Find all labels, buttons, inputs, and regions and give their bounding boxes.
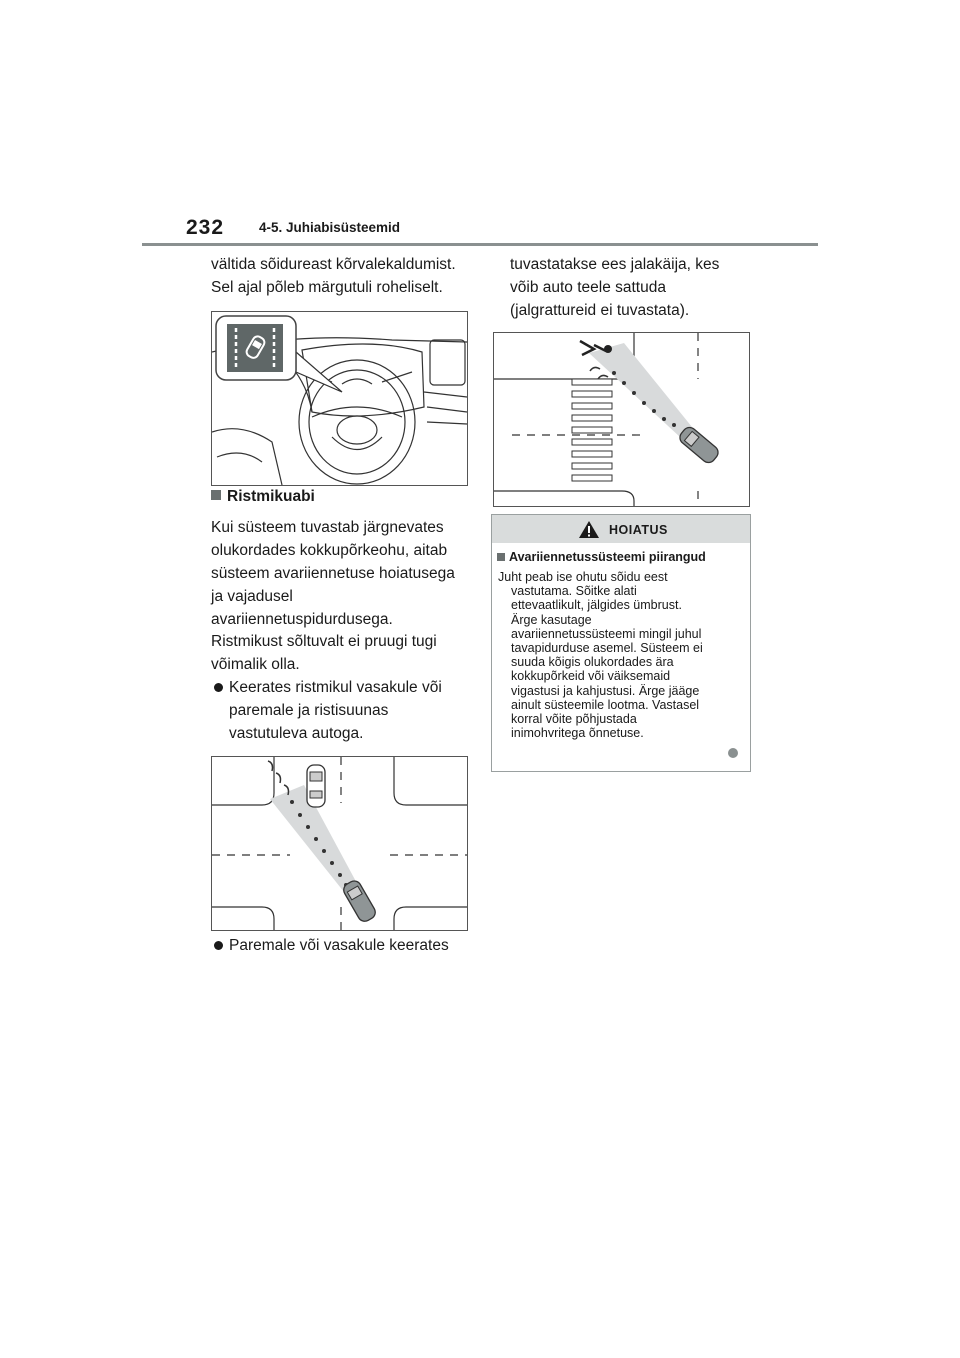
text-line: Ärge kasutage [511,612,592,627]
text-line: Paremale või vasakule keerates [229,937,449,954]
text-line: paremale ja ristisuunas [229,702,389,719]
text-line: vastutuleva autoga. [229,725,364,742]
warning-title: HOIATUS [609,523,668,537]
right-intro [510,253,760,322]
text-line: korral võite põhjustada [511,712,637,727]
text-line: tuvastatakse ees jalakäija, kes [510,256,720,273]
warning-triangle-icon [578,520,600,539]
warning-subtitle-text: Avariiennetussüsteemi piirangud [509,550,706,564]
text-line: tavapidurduse asemel. Süsteem ei [511,641,703,656]
warning-body [498,570,738,740]
heading-ristmikuabi [211,488,315,506]
text-line: Ristmikust sõltuvalt ei pruugi tugi [211,633,437,650]
square-bullet-icon [211,490,221,500]
text-line: ettevaatlikult, jälgides ümbrust. [511,598,682,613]
intersection-oncoming-illustration [211,756,468,931]
text-line: avariiennetussüsteemi mingil juhul [511,626,702,641]
text-line: ainult süsteemile lootma. Vastasel [511,697,700,712]
text-line: Sel ajal põleb märgutuli roheliselt. [211,279,443,296]
bullet-item [211,934,471,957]
text-line: ja vajadusel [211,588,293,605]
text-line: suuda kõigis olukordades ära [511,655,674,670]
bullet-dot-icon [214,941,223,950]
text-line: Juht peab ise ohutu sõidu eest [498,570,668,584]
left-intro [211,253,471,299]
pedestrian-crossing-illustration [493,332,750,507]
text-line: avariiennetuspidurdusega. [211,611,393,628]
page-number: 232 [186,216,225,239]
text-line: vältida sõidureast kõrvalekaldumist. [211,256,456,273]
text-line: võib auto teele sattuda [510,279,666,296]
left-para1 [211,516,471,631]
text-line: kokkupõrkeid või väiksemaid [511,669,671,684]
section-title: 4-5. Juhiabisüsteemid [259,220,401,235]
end-mark-icon [728,748,738,758]
left-para2 [211,630,471,676]
dashboard-illustration [211,311,468,486]
warning-header [492,515,750,543]
text-line: vigastusi ja kahjustusi. Ärge jääge [511,683,700,698]
bullet-dot-icon [214,683,223,692]
text-line: vastutama. Sõitke alati [511,584,637,599]
warning-subtitle [497,550,706,564]
text-line: (jalgrattureid ei tuvastata). [510,302,690,319]
text-line: süsteem avariiennetuse hoiatusega [211,565,455,582]
text-line: Kui süsteem tuvastab järgnevates [211,519,444,536]
text-line: Keerates ristmikul vasakule või [229,679,442,696]
heading-text: Ristmikuabi [227,488,315,505]
square-bullet-icon [497,553,505,561]
header-rule [142,243,818,246]
warning-box [491,514,751,772]
text-line: olukordades kokkupõrkeohu, aitab [211,542,448,559]
text-line: võimalik olla. [211,656,300,673]
bullet-item [211,676,471,745]
text-line: inimohvritega õnnetuse. [511,726,644,741]
